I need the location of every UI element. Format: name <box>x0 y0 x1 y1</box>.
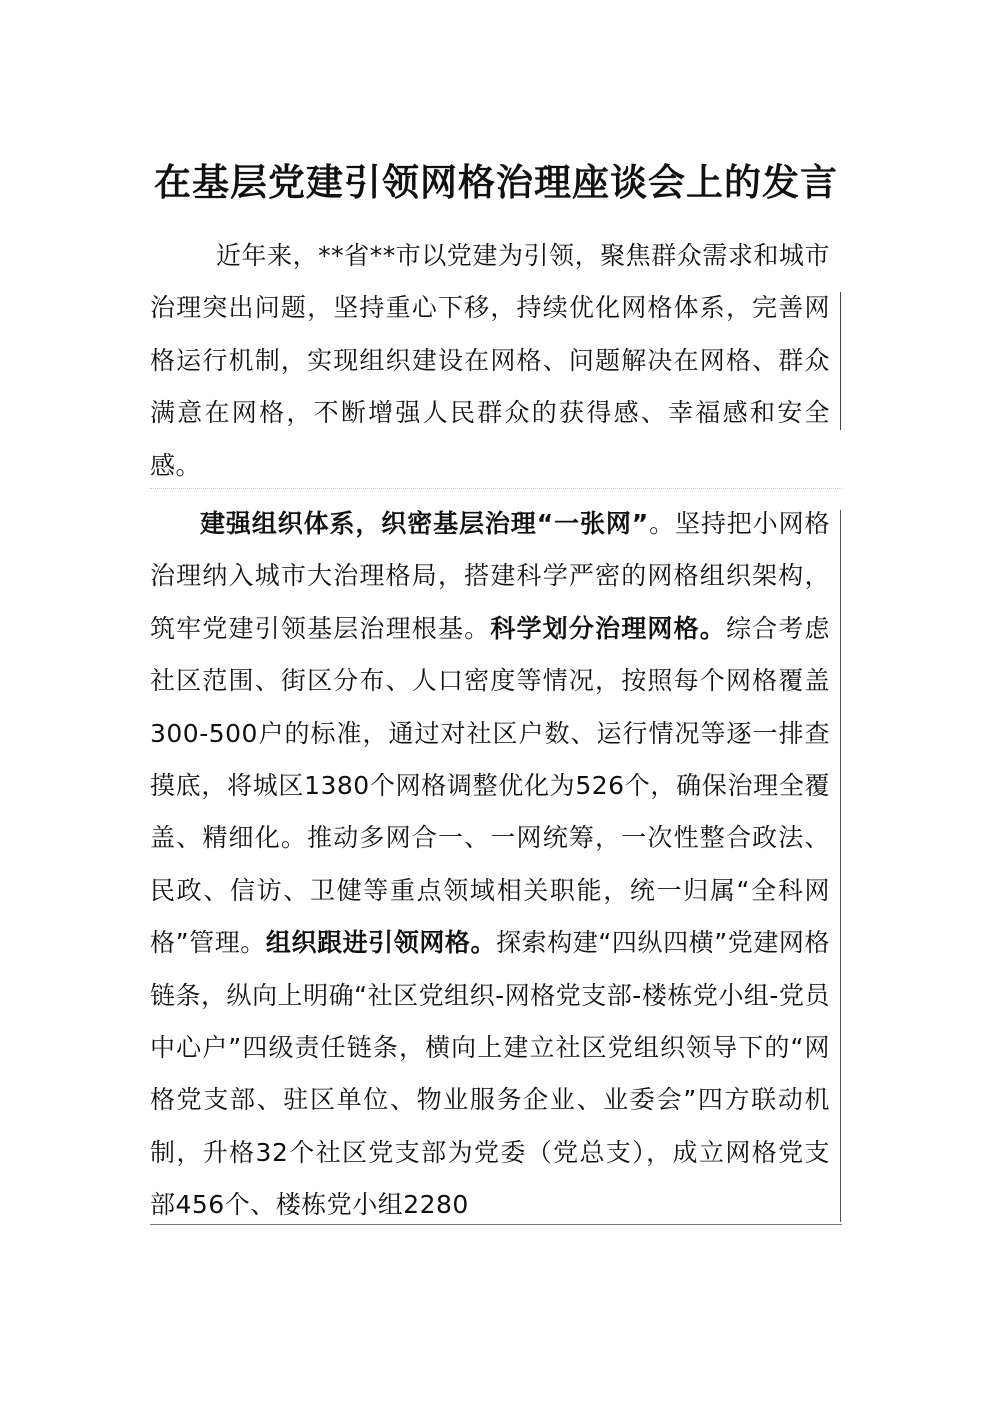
section-divider <box>150 488 842 489</box>
margin-bar <box>840 292 841 430</box>
subheading-organization: 组织跟进引领网格。 <box>265 928 497 958</box>
document-title: 在基层党建引领网格治理座谈会上的发言 <box>154 160 838 204</box>
organization-text: 探索构建“四纵四横”党建网格链条，纵向上明确“社区党组织-网格党支部-楼栋党小组-党员中心户”四级责任链条，横向上建立社区党组织领导下的“网格党支部、驻区单位、物业服务企业、业委会”四方联动机制，升格32个社区党支部为党委（党总支），成立网格党支部456个、楼栋党小组2280 <box>150 928 831 1220</box>
intro-paragraph: 近年来，**省**市以党建为引领，聚焦群众需求和城市治理突出问题，坚持重心下移，持续优化网格体系，完善网格运行机制，实现组织建设在网格、问题解决在网格、群众满意在网格，不断增强人民群众的获得感、幸福感和安全感。 <box>150 241 830 480</box>
subheading-grid-division: 科学划分治理网格。 <box>490 613 726 643</box>
section-heading: 建强组织体系，织密基层治理“一张网” <box>200 509 649 538</box>
bottom-rule <box>150 1224 842 1225</box>
section-text: 。坚持把小网格治理纳入城市大治理格局，搭建科学严密的网格组织架构，筑牢党建引领基层治理根基。 <box>150 509 830 643</box>
grid-division-text: 综合考虑社区范围、街区分布、人口密度等情况，按照每个网格覆盖300-500户的标准，通过对社区户数、运行情况等逐一排查摸底，将城区1380个网格调整优化为526个，确保治理全覆盖、精细化。推动多网合一、一网统筹，一次性整合政法、民政、信访、卫健等重点领域相关职能，统一归属“全科网格”管理。 <box>150 613 830 958</box>
margin-bar <box>840 510 841 1222</box>
section-paragraph <box>150 498 830 1232</box>
